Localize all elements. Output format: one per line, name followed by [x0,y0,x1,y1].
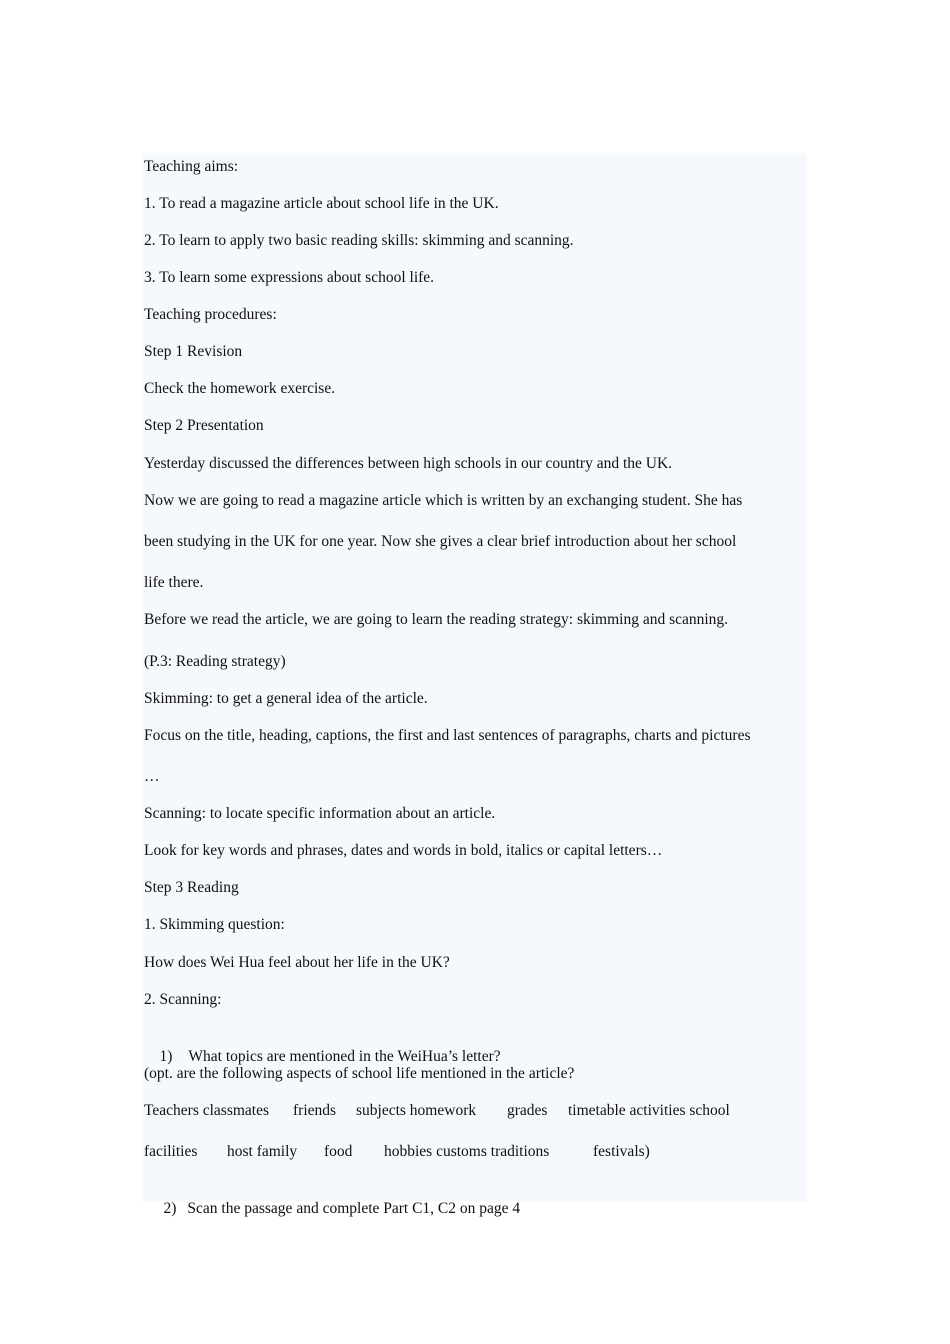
optional-aspects-intro: (opt. are the following aspects of school life mentioned in the article? [144,1065,575,1082]
skimming-focus-line-2: … [144,768,160,785]
step-2-paragraph-2-line-3: life there. [144,574,204,591]
step-3-heading: Step 3 Reading [144,879,239,896]
step-1-text: Check the homework exercise. [144,380,336,397]
aspect-item: timetable activities school [568,1102,730,1119]
skimming-question: How does Wei Hua feel about her life in the UK? [144,954,450,971]
skimming-definition: Skimming: to get a general idea of the article. [144,690,428,707]
step-2-paragraph-2-line-2: been studying in the UK for one year. Now she gives a clear brief introduction about her school [144,533,737,550]
step-2-paragraph-2-line-1: Now we are going to read a magazine article which is written by an exchanging student. She has [144,492,743,509]
aspect-item: grades [507,1102,548,1119]
question-1-number: 1) [159,1048,173,1065]
teaching-procedures-heading: Teaching procedures: [144,306,277,323]
step-2-paragraph-3: Before we read the article, we are going to learn the reading strategy: skimming and scanning. [144,611,729,628]
aim-2: 2. To learn to apply two basic reading skills: skimming and scanning. [144,232,574,249]
question-2-text: Scan the passage and complete Part C1, C2 on page 4 [187,1200,521,1217]
question-1-text: What topics are mentioned in the WeiHua’s letter? [188,1048,501,1065]
step-2-paragraph-1: Yesterday discussed the differences between high schools in our country and the UK. [144,455,673,472]
scanning-look-for: Look for key words and phrases, dates and words in bold, italics or capital letters… [144,842,663,859]
teaching-aims-heading: Teaching aims: [144,158,239,175]
question-2-number: 2) [163,1200,177,1217]
aspect-item: facilities [144,1143,198,1160]
aim-3: 3. To learn some expressions about school life. [144,269,435,286]
aspects-row-1 [144,1101,804,1121]
aspect-item: food [324,1143,353,1160]
skimming-question-heading: 1. Skimming question: [144,916,285,933]
aspects-row-2 [144,1142,804,1162]
scanning-question-2 [148,1179,520,1239]
aspect-item: subjects homework [356,1102,477,1119]
reading-strategy-reference: (P.3: Reading strategy) [144,653,286,670]
aim-1: 1. To read a magazine article about school life in the UK. [144,195,499,212]
aspect-item: hobbies customs traditions [384,1143,550,1160]
scanning-definition: Scanning: to locate specific information about an article. [144,805,496,822]
scanning-heading: 2. Scanning: [144,991,222,1008]
document-body [143,153,807,1217]
skimming-focus-line-1: Focus on the title, heading, captions, the first and last sentences of paragraphs, charts and pictures [144,727,751,744]
step-1-heading: Step 1 Revision [144,343,243,360]
aspect-item: friends [293,1102,337,1119]
aspect-item: Teachers classmates [144,1102,270,1119]
step-2-heading: Step 2 Presentation [144,417,264,434]
aspect-item: festivals) [593,1143,650,1160]
aspect-item: host family [227,1143,298,1160]
